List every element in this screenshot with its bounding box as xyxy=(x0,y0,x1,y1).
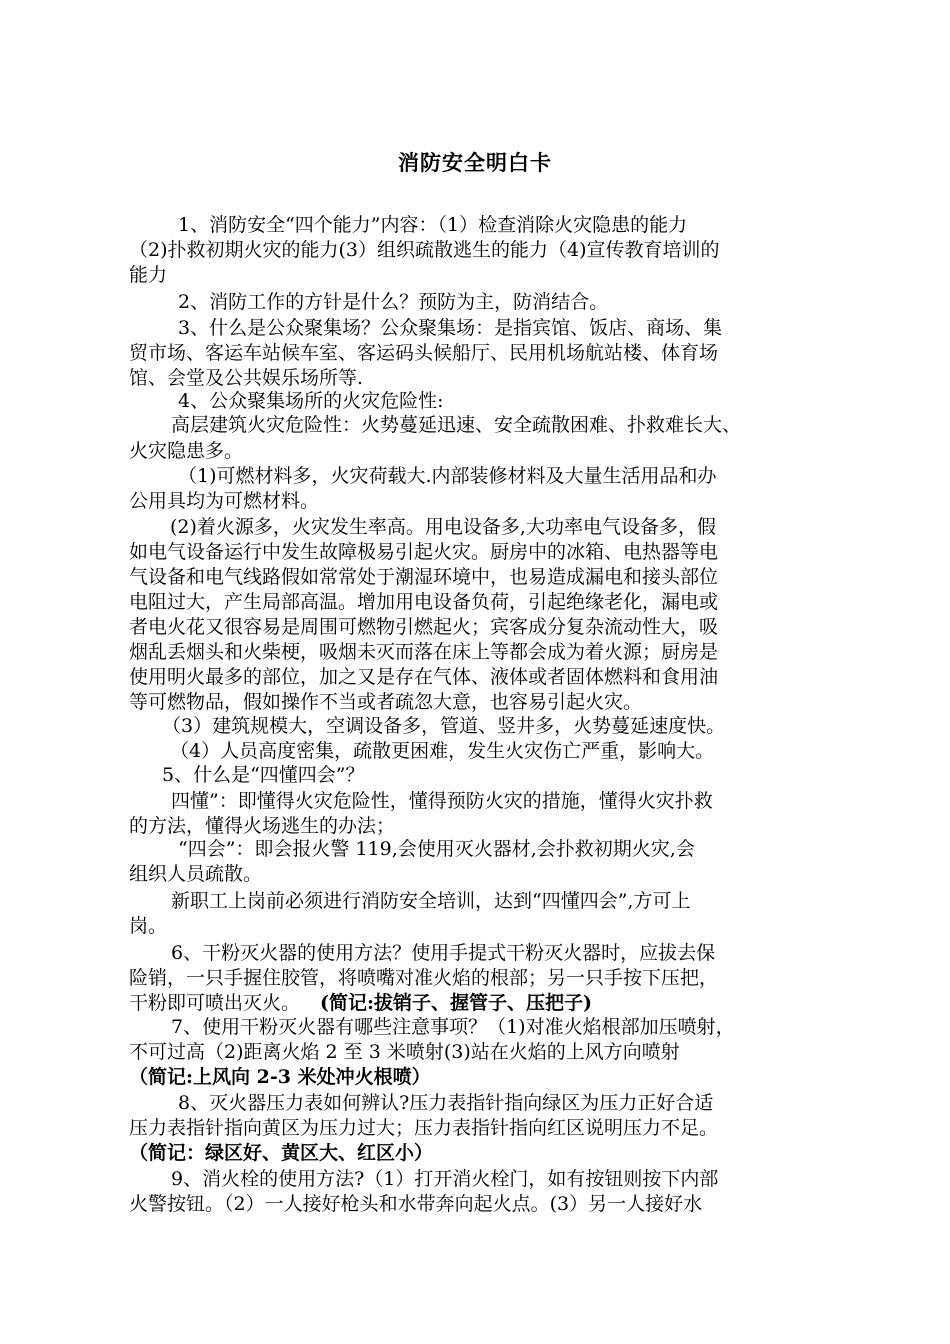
text-line: （3）建筑规模大，空调设备多，管道、竖井多，火势蔓延速度快。 xyxy=(162,715,726,737)
text-line: 烟乱丢烟头和火柴梗，吸烟未灭而落在床上等都会成为着火源；厨房是 xyxy=(129,641,719,663)
text-line: 使用明火最多的部位，加之又是存在气体、液体或者固体燃料和食用油 xyxy=(129,666,719,688)
text-line: 者电火花又很容易是周围可燃物引燃起火；宾客成分复杂流动性大，吸 xyxy=(129,616,719,638)
text-line: 1、消防安全“四个能力”内容：（1）检查消除火灾隐患的能力 xyxy=(178,214,688,236)
text-line: 新职工上岗前必须进行消防安全培训，达到“四懂四会”,方可上 xyxy=(171,890,691,912)
text-line: 火灾隐患多。 xyxy=(129,440,244,462)
text-line: （1)可燃材料多，火灾荷载大.内部装修材料及大量生活用品和办 xyxy=(178,465,717,487)
text-line: （4）人员高度密集，疏散更困难，发生火灾伤亡严重，影响大。 xyxy=(170,740,715,762)
text-line: 能力 xyxy=(129,264,168,286)
text-line: 8、灭火器压力表如何辨认?压力表指针指向绿区为压力正好合适 xyxy=(178,1092,714,1114)
text-line: 公用具均为可燃材料。 xyxy=(129,490,320,512)
text-line: 7、使用干粉灭火器有哪些注意事项？（1)对准火焰根部加压喷射， xyxy=(171,1016,735,1038)
text-line: 3、什么是公众聚集场？公众聚集场：是指宾馆、饭店、商场、集 xyxy=(178,317,723,339)
text-line: 6、干粉灭火器的使用方法？使用手提式干粉灭火器时，应拔去保 xyxy=(171,942,716,964)
text-line: 2、消防工作的方针是什么？预防为主，防消结合。 xyxy=(178,291,609,313)
text-line: （2)扑救初期火灾的能力(3）组织疏散逃生的能力（4)宣传教育培训的 xyxy=(129,239,720,261)
text-line: 4、公众聚集场所的火灾危险性: xyxy=(178,390,444,412)
text-line: 的方法，懂得火场逃生的办法； xyxy=(129,815,396,837)
page-title: 消防安全明白卡 xyxy=(398,150,552,175)
text-line: 干粉即可喷出灭火。 xyxy=(129,992,301,1014)
text-line: 压力表指针指向黄区为压力过大；压力表指针指向红区说明压力不足。 xyxy=(129,1117,719,1139)
text-line: 贸市场、客运车站候车室、客运码头候船厅、民用机场航站楼、体育场 xyxy=(129,342,719,364)
text-line: 险销，一只手握住胶管，将喷嘴对准火焰的根部；另一只手按下压把， xyxy=(129,967,719,989)
text-line: (2)着火源多，火灾发生率高。用电设备多,大功率电气设备多，假 xyxy=(170,516,716,538)
text-line: 5、什么是“四懂四会”？ xyxy=(162,764,365,786)
text-line: 馆、会堂及公共娱乐场所等. xyxy=(129,367,364,389)
text-line: 四懂”：即懂得火灾危险性，懂得预防火灾的措施，懂得火灾扑救 xyxy=(171,790,713,812)
text-line: 气设备和电气线路假如常常处于潮湿环境中，也易造成漏电和接头部位 xyxy=(129,566,719,588)
text-line: 等可燃物品，假如操作不当或者疏忽大意，也容易引起火灾。 xyxy=(129,691,643,713)
text-line: 组织人员疏散。 xyxy=(129,863,263,885)
text-line: 9、消火栓的使用方法?（1）打开消火栓门，如有按钮则按下内部 xyxy=(171,1168,719,1190)
mnemonic-note: （简记：绿区好、黄区大、红区小） xyxy=(129,1142,434,1164)
text-line: 火警按钮。（2）一人接好枪头和水带奔向起火点。(3）另一人接好水 xyxy=(129,1193,703,1215)
mnemonic-note: （简记:上风向 2-3 米处冲火根喷） xyxy=(129,1066,431,1088)
text-line: 岗。 xyxy=(129,915,168,937)
text-line: 高层建筑火灾危险性：火势蔓延迅速、安全疏散困难、扑救难长大、 xyxy=(171,414,742,436)
text-line: 不可过高（2)距离火焰 2 至 3 米喷射(3)站在火焰的上风方向喷射 xyxy=(129,1041,680,1063)
text-line: 电阻过大，产生局部高温。增加用电设备负荷，引起绝缘老化，漏电或 xyxy=(129,591,719,613)
mnemonic-note: (简记:拔销子、握管子、压把子) xyxy=(320,992,592,1014)
text-line: 如电气设备运行中发生故障极易引起火灾。厨房中的冰箱、电热器等电 xyxy=(129,541,719,563)
text-line: “四会”：即会报火警 119,会使用灭火器材,会扑救初期火灾,会 xyxy=(178,838,695,860)
